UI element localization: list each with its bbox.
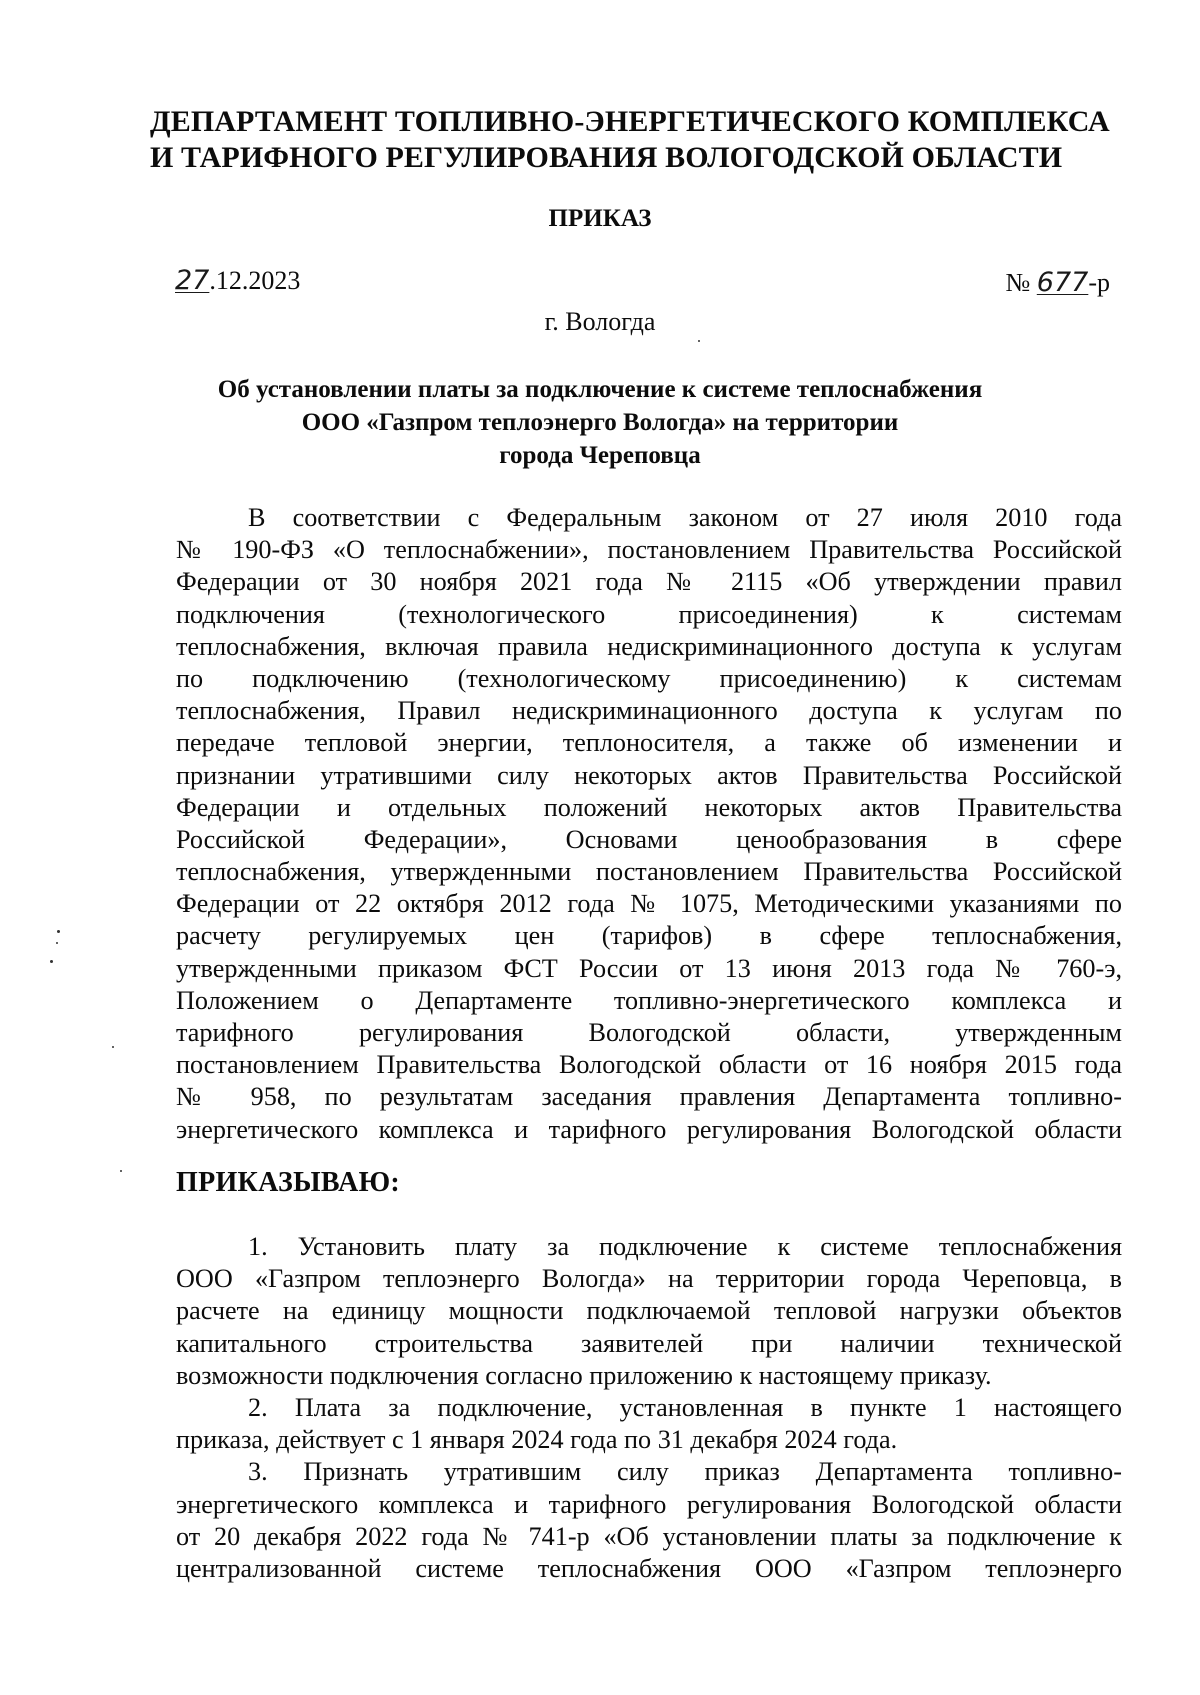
order-date [175,266,300,296]
date-month-year: .12.2023 [209,266,301,295]
item-1-line: ООО «Газпром теплоэнерго Вологда» на территории города Череповца, в [176,1264,1122,1294]
preamble-line: Федерации от 22 октября 2012 года № 1075, Методическими указаниями по [176,889,1122,919]
department-line-1: ДЕПАРТАМЕНТ ТОПЛИВНО-ЭНЕРГЕТИЧЕСКОГО КОМПЛЕКСА [150,105,1110,138]
order-number [1005,268,1110,298]
preamble-line: Российской Федерации», Основами ценообразования в сфере [176,824,1122,854]
preamble-line: № 958, по результатам заседания правления Департамента топливно- [176,1082,1122,1112]
preamble-line: В соответствии с Федеральным законом от 27 июля 2010 года [248,503,1122,532]
preamble-line: № 190-ФЗ «О теплоснабжении», постановлением Правительства Российской [176,535,1122,565]
item-2-line: 2. Плата за подключение, установленная в пункте 1 настоящего [248,1392,1122,1422]
item-1-line: возможности подключения согласно приложению к настоящему приказу. [176,1360,992,1390]
handwritten-order-number: 677 [1036,267,1089,298]
subject-line-1: Об установлении платы за подключение к системе теплоснабжения [217,376,983,403]
preamble-paragraph [176,502,1122,1146]
department-line-2: И ТАРИФНОГО РЕГУЛИРОВАНИЯ ВОЛОГОДСКОЙ ОБЛАСТИ [150,141,1063,174]
item-3-line: от 20 декабря 2022 года № 741-р «Об установлении платы за подключение к [176,1521,1122,1551]
item-3-line: энергетического комплекса и тарифного регулирования Вологодской области [176,1489,1122,1519]
item-1-line: 1. Установить плату за подключение к системе теплоснабжения [248,1232,1122,1261]
item-2-line: приказа, действует с 1 января 2024 года по 31 декабря 2024 года. [176,1425,898,1455]
document-type-title: ПРИКАЗ [548,205,652,232]
preamble-line: расчету регулируемых цен (тарифов) в сфере теплоснабжения, [176,921,1122,951]
preamble-line: теплоснабжения, утвержденными постановлением Правительства Российской [176,857,1122,887]
number-sign: № [1005,268,1031,297]
decree-word: ПРИКАЗЫВАЮ: [176,1167,401,1198]
preamble-line: тарифного регулирования Вологодской области, утвержденным [176,1018,1122,1047]
number-suffix: -р [1088,268,1110,297]
item-1-line: расчете на единицу мощности подключаемой тепловой нагрузки объектов [176,1296,1122,1326]
item-3-line: 3. Признать утратившим силу приказ Департамента топливно- [248,1457,1122,1487]
preamble-line: по подключению (технологическому присоединению) к системам [176,663,1122,693]
preamble-line: признании утратившими силу некоторых актов Правительства Российской [176,760,1122,790]
subject-line-3: города Череповца [499,442,701,469]
preamble-line: Федерации и отдельных положений некоторых актов Правительства [176,792,1122,822]
item-3-line: централизованной системе теплоснабжения ООО «Газпром теплоэнерго [176,1553,1122,1583]
order-items [176,1231,1122,1585]
department-header [150,104,1110,176]
preamble-line: подключения (технологического присоединения) к системам [176,599,1122,629]
handwritten-date-day: 27 [175,265,210,296]
city-name: г. Вологда [544,307,656,336]
item-1-line: капитального строительства заявителей при наличии технической [176,1328,1122,1358]
preamble-line: постановлением Правительства Вологодской области от 16 ноября 2015 года [176,1050,1122,1080]
order-subject [150,373,1050,472]
preamble-line: теплоснабжения, включая правила недискриминационного доступа к услугам [176,631,1122,661]
preamble-line: Федерации от 30 ноября 2021 года № 2115 «Об утверждении правил [176,567,1122,597]
preamble-line: Положением о Департаменте топливно-энергетического комплекса и [176,985,1122,1015]
preamble-line: энергетического комплекса и тарифного регулирования Вологодской области [176,1114,1122,1144]
preamble-line: утвержденными приказом ФСТ России от 13 июня 2013 года № 760-э, [176,953,1122,983]
preamble-line: передаче тепловой энергии, теплоносителя, а также об изменении и [176,728,1122,758]
subject-line-2: ООО «Газпром теплоэнерго Вологда» на территории [301,409,899,436]
preamble-line: теплоснабжения, Правил недискриминационного доступа к услугам по [176,696,1122,726]
